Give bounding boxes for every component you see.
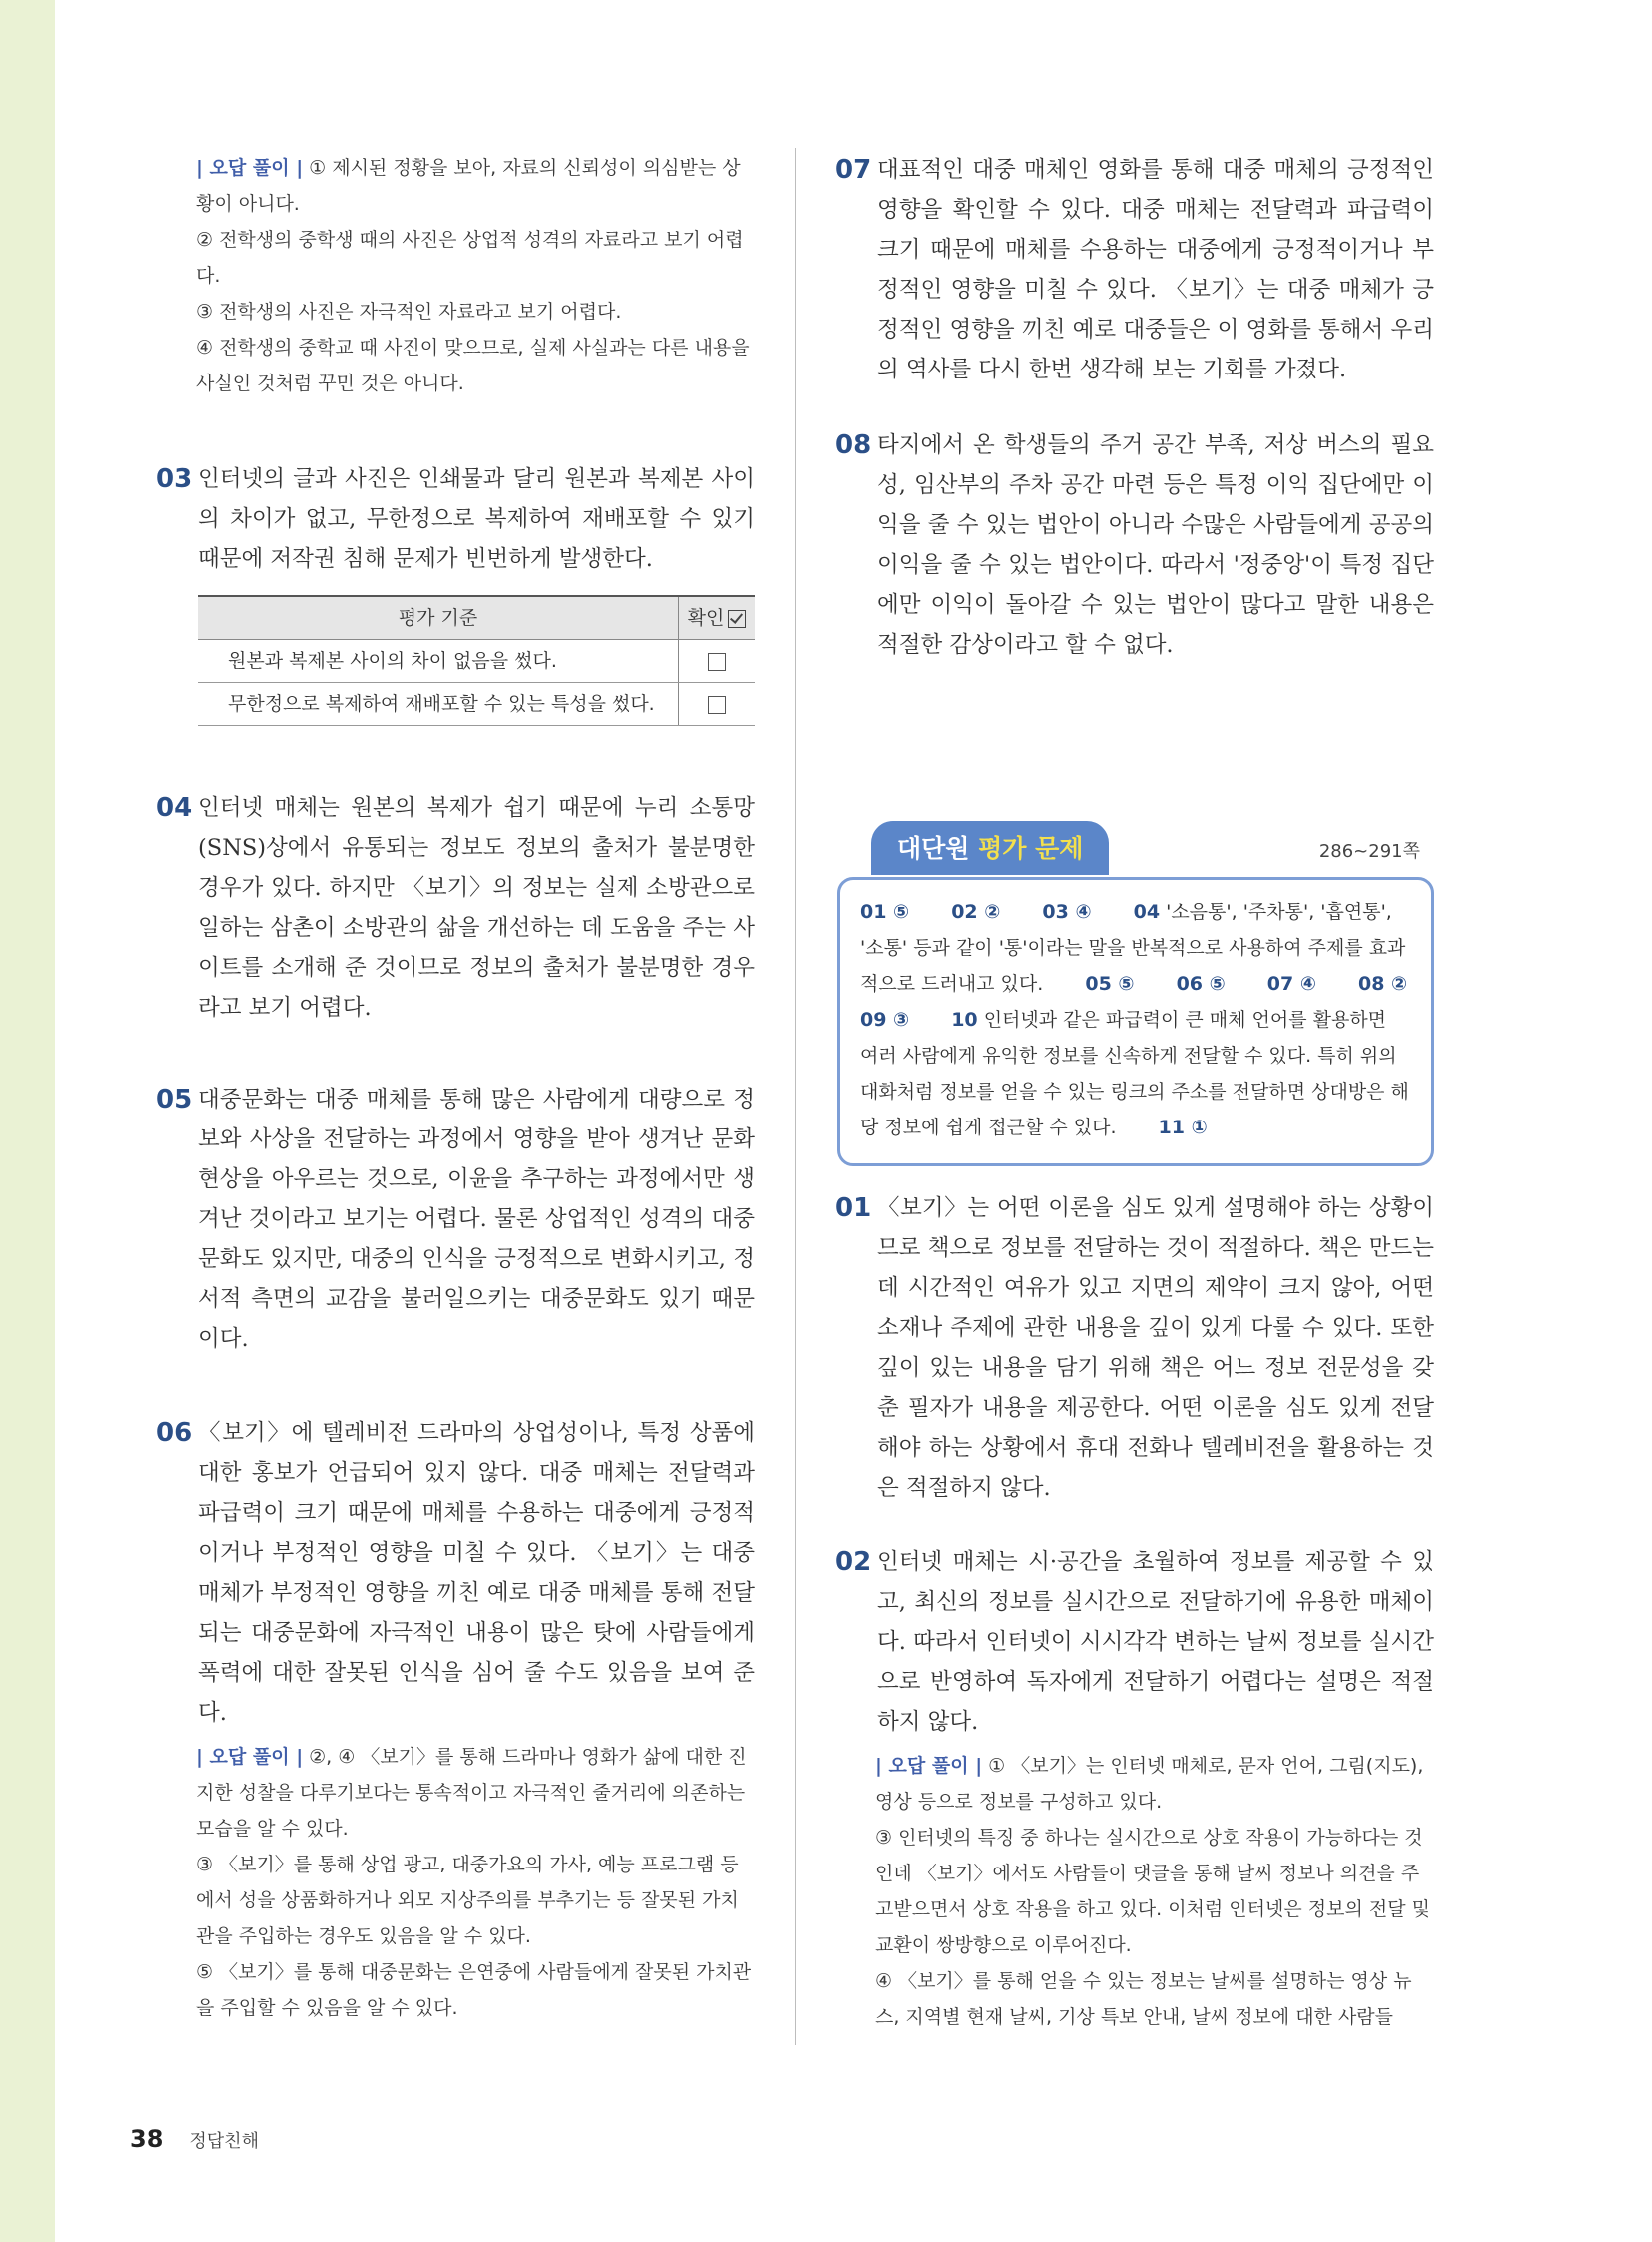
side-color-strip xyxy=(0,0,55,2242)
answer-key-item: 06 ⑤ xyxy=(1176,973,1226,995)
answer-text: 인터넷 매체는 시·공간을 초월하여 정보를 제공할 수 있고, 최신의 정보를 실시간으로 전달하기에 유용한 매체이다. 따라서 인터넷이 시시각각 변하는 날씨 정보를 실시간으로 반영하여 독자에게 전달하기 어렵다는 설명은 적절하지 않다. xyxy=(877,1549,1434,1735)
criteria-cell: 무한정으로 복제하여 재배포할 수 있는 특성을 썼다. xyxy=(198,683,679,726)
question-04 xyxy=(158,788,755,1028)
question-06 xyxy=(158,1413,755,1733)
table-row xyxy=(198,640,755,683)
question-08 xyxy=(837,425,1434,665)
answer-key-box xyxy=(837,877,1434,1166)
wrong-answer-note xyxy=(196,150,755,401)
note-line: ① 제시된 정황을 보아, 자료의 신뢰성이 의심받는 상황이 아니다. xyxy=(196,157,741,215)
answer-key-item: 05 ⑤ xyxy=(1085,973,1135,995)
note-line: ④ 〈보기〉를 통해 얻을 수 있는 정보는 날씨를 설명하는 영상 뉴스, 지역별 현재 날씨, 기상 특보 안내, 날씨 정보에 대한 사람들 xyxy=(875,1970,1412,2028)
check-cell xyxy=(679,683,756,726)
unit-evaluation-tab xyxy=(871,821,1109,875)
answer-key-item: 02 ② xyxy=(951,901,1001,923)
tab-title-highlight: 평가 문제 xyxy=(978,834,1084,863)
answer-text: 인터넷 매체는 원본의 복제가 쉽기 때문에 누리 소통망(SNS)상에서 유통되는 정보도 정보의 출처가 불분명한 경우가 있다. 하지만 〈보기〉의 정보는 실제 소방관으로 일하는 삼촌이 소방관의 삶을 개선하는 데 도움을 주는 사이트를 소개해 준 것이므로 정보의 출처가 불분명한 경우라고 보기 어렵다. xyxy=(198,795,755,1021)
checkbox[interactable] xyxy=(708,653,726,671)
question-number: 04 xyxy=(156,793,193,823)
question-number: 06 xyxy=(156,1418,193,1448)
answer-text: 〈보기〉는 어떤 이론을 심도 있게 설명해야 하는 상황이므로 책으로 정보를 전달하는 것이 적절하다. 책은 만드는 데 시간적인 여유가 있고 지면의 제약이 크지 않아, 어떤 소재나 주제에 관한 내용을 깊이 있게 다룰 수 있다. 또한 깊이 있는 내용을 담기 위해 책은 어느 정보 전문성을 갖춘 필자가 내용을 제공한다. 어떤 이론을 심도 있게 전달해야 하는 상황에서 휴대 전화나 텔레비전을 활용하는 것은 적절하지 않다. xyxy=(877,1195,1434,1501)
answer-text: 대중문화는 대중 매체를 통해 많은 사람에게 대량으로 정보와 사상을 전달하는 과정에서 영향을 받아 생겨난 문화 현상을 아우르는 것으로, 이윤을 추구하는 과정에서만 생겨난 것이라고 보기는 어렵다. 물론 상업적인 성격의 대중문화도 있지만, 대중의 인식을 긍정적으로 변화시키고, 정서적 측면의 교감을 불러일으키는 대중문화도 있기 때문이다. xyxy=(198,1087,755,1352)
question-number: 02 xyxy=(835,1547,872,1577)
answer-key-item: 08 ② xyxy=(1357,973,1408,995)
answer-text: 인터넷의 글과 사진은 인쇄물과 달리 원본과 복제본 사이의 차이가 없고, 무한정으로 복제하여 재배포할 수 있기 때문에 저작권 침해 문제가 빈번하게 발생한다. xyxy=(198,466,755,572)
page-footer xyxy=(130,2125,259,2153)
answer-text: 대표적인 대중 매체인 영화를 통해 대중 매체의 긍정적인 영향을 확인할 수 있다. 대중 매체는 전달력과 파급력이 크기 때문에 매체를 수용하는 대중에게 긍정적이거나 부정적인 영향을 미칠 수 있다. 〈보기〉는 대중 매체가 긍정적인 영향을 끼친 예로 대중들은 이 영화를 통해서 우리의 역사를 다시 한번 생각해 보는 기회를 가졌다. xyxy=(877,157,1434,382)
note-label: | 오답 풀이 | xyxy=(196,157,304,179)
criteria-cell: 원본과 복제본 사이의 차이 없음을 썼다. xyxy=(198,640,679,683)
note-line: ⑤ 〈보기〉를 통해 대중문화는 은연중에 사람들에게 잘못된 가치관을 주입할 수 있음을 알 수 있다. xyxy=(196,1961,752,2019)
answer-key-item: 10 xyxy=(951,1009,978,1031)
table-header-check xyxy=(679,596,756,640)
wrong-answer-note xyxy=(196,1739,755,2026)
question-02 xyxy=(837,1542,1434,1742)
note-label: | 오답 풀이 | xyxy=(196,1746,304,1768)
note-line: ②, ④ 〈보기〉를 통해 드라마나 영화가 삶에 대한 진지한 성찰을 다루기보다는 통속적이고 자극적인 줄거리에 의존하는 모습을 알 수 있다. xyxy=(196,1746,747,1840)
answer-key-item: 09 ③ xyxy=(860,1009,910,1031)
page-range: 286~291쪽 xyxy=(1318,841,1420,862)
left-column xyxy=(158,150,755,2026)
question-07 xyxy=(837,150,1434,389)
question-number: 07 xyxy=(835,155,872,185)
note-line: ③ 전학생의 사진은 자극적인 자료라고 보기 어렵다. xyxy=(196,301,622,323)
checkbox[interactable] xyxy=(708,696,726,714)
note-line: ② 전학생의 중학생 때의 사진은 상업적 성격의 자료라고 보기 어렵다. xyxy=(196,229,744,287)
note-line: ① 〈보기〉는 인터넷 매체로, 문자 언어, 그림(지도), 영상 등으로 정보를 구성하고 있다. xyxy=(875,1755,1424,1813)
book-title: 정답친해 xyxy=(189,2131,259,2152)
check-cell xyxy=(679,640,756,683)
table-header-criteria: 평가 기준 xyxy=(198,596,679,640)
answer-key-item: 04 xyxy=(1133,901,1161,923)
page-number: 38 xyxy=(130,2125,164,2153)
check-header-label: 확인 xyxy=(687,607,725,629)
question-number: 05 xyxy=(156,1085,193,1115)
answer-key-item: 11 ① xyxy=(1158,1117,1208,1138)
answer-key-item: 03 ④ xyxy=(1042,901,1092,923)
unit-evaluation-header xyxy=(837,821,1434,877)
question-number: 01 xyxy=(835,1193,872,1223)
note-label: | 오답 풀이 | xyxy=(875,1755,983,1777)
answer-key-text: 인터넷과 같은 파급력이 큰 매체 언어를 활용하면 여러 사람에게 유익한 정보를 신속하게 전달할 수 있다. 특히 위의 대화처럼 정보를 얻을 수 있는 링크의 주소를 전달하면 상대방은 해당 정보에 쉽게 접근할 수 있다. xyxy=(860,1009,1409,1138)
answer-text: 〈보기〉에 텔레비전 드라마의 상업성이나, 특정 상품에 대한 홍보가 언급되어 있지 않다. 대중 매체는 전달력과 파급력이 크기 때문에 매체를 수용하는 대중에게 긍정적이거나 부정적인 영향을 미칠 수 있다. 〈보기〉는 대중 매체가 부정적인 영향을 끼친 예로 대중 매체를 통해 전달되는 대중문화에 자극적인 내용이 많은 탓에 사람들에게 폭력에 대한 잘못된 인식을 심어 줄 수도 있음을 보여 준다. xyxy=(198,1420,755,1726)
column-divider xyxy=(795,148,796,2045)
answer-text: 타지에서 온 학생들의 주거 공간 부족, 저상 버스의 필요성, 임산부의 주차 공간 마련 등은 특정 이익 집단에만 이익을 줄 수 있는 법안이 아니라 수많은 사람들에게 공공의 이익을 줄 수 있는 법안이다. 따라서 '정중앙'이 특정 집단에만 이익이 돌아갈 수 있는 법안이 많다고 말한 내용은 적절한 감상이라고 할 수 없다. xyxy=(877,432,1434,658)
answer-key-item: 01 ⑤ xyxy=(860,901,910,923)
question-03 xyxy=(158,459,755,726)
note-line: ③ 〈보기〉를 통해 상업 광고, 대중가요의 가사, 예능 프로그램 등에서 성을 상품화하거나 외모 지상주의를 부추기는 등 잘못된 가치관을 주입하는 경우도 있음을 알 수 있다. xyxy=(196,1854,739,1947)
answer-key-item: 07 ④ xyxy=(1266,973,1316,995)
table-row xyxy=(198,683,755,726)
checked-box-icon xyxy=(728,610,746,628)
note-line: ④ 전학생의 중학교 때 사진이 맞으므로, 실제 사실과는 다른 내용을 사실인 것처럼 꾸민 것은 아니다. xyxy=(196,337,750,394)
evaluation-table xyxy=(198,595,755,726)
question-05 xyxy=(158,1080,755,1359)
wrong-answer-note xyxy=(875,1748,1434,2035)
right-column xyxy=(837,150,1434,2035)
question-number: 03 xyxy=(156,464,193,494)
answer-key-text: '소음통', '주차통', '흡연통', '소통' 등과 같이 '통'이라는 말을 반복적으로 사용하여 주제를 효과적으로 드러내고 있다. xyxy=(860,901,1406,995)
question-01 xyxy=(837,1188,1434,1508)
note-line: ③ 인터넷의 특징 중 하나는 실시간으로 상호 작용이 가능하다는 것인데 〈보기〉에서도 사람들이 댓글을 통해 날씨 정보나 의견을 주고받으면서 상호 작용을 하고 있다. 이처럼 인터넷은 정보의 전달 및 교환이 쌍방향으로 이루어진다. xyxy=(875,1827,1430,1956)
unit-evaluation xyxy=(837,821,1434,1166)
question-number: 08 xyxy=(835,430,872,460)
tab-title: 대단원 xyxy=(897,834,979,863)
